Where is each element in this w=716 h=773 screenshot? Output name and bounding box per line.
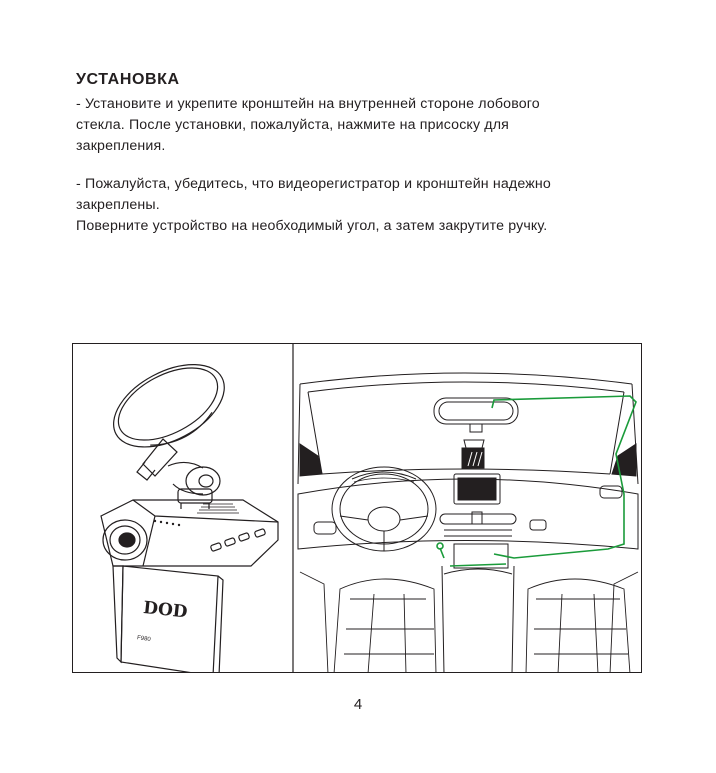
brand-logo: DOD xyxy=(142,597,189,623)
installation-figure xyxy=(72,343,642,673)
steering-wheel xyxy=(332,467,436,551)
side-buttons xyxy=(210,528,265,551)
model-label: F980 xyxy=(136,635,152,644)
page-number: 4 xyxy=(353,696,363,713)
suction-cup xyxy=(100,348,238,465)
section-heading: УСТАНОВКА xyxy=(76,71,180,88)
dashcam-illustration xyxy=(73,344,293,672)
instruction-paragraph-1: - Установите и укрепите кронштейн на внутренней стороне лобового стекла. После установки, пожалуйста, нажмите на присоску для закрепления. xyxy=(76,96,540,154)
car-interior-illustration xyxy=(294,344,642,672)
instruction-paragraph-2: - Пожалуйста, убедитесь, что видеорегистратор и кронштейн надежно закреплены. Поверните устройство на необходимый угол, а затем закрутите ручку. xyxy=(76,176,551,234)
vent-grille xyxy=(197,504,239,513)
mount-knob xyxy=(186,467,220,495)
front-seats xyxy=(300,572,638,672)
